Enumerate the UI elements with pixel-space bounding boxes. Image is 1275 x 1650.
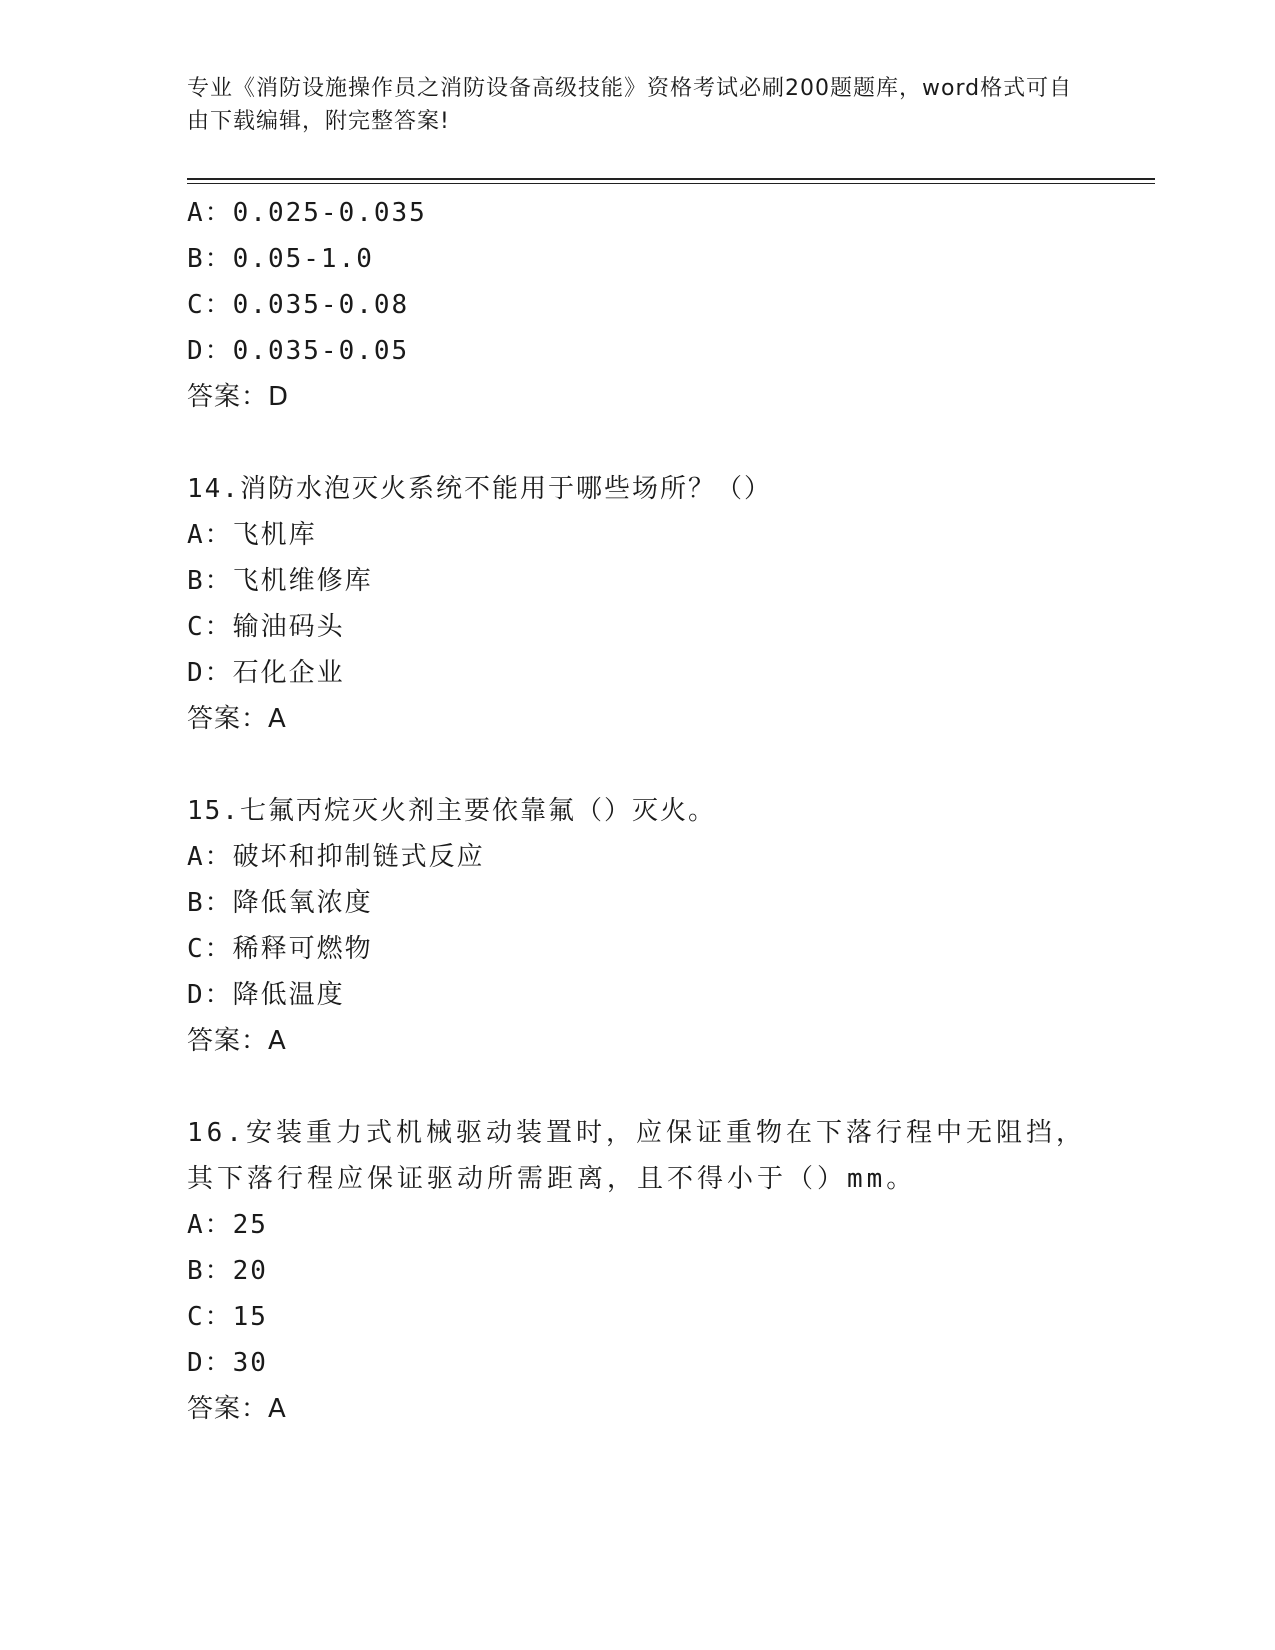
option-d: D：30 — [187, 1348, 268, 1378]
option-c: C：输油码头 — [187, 612, 345, 642]
answer-line: 答案：D — [187, 382, 290, 412]
answer-line: 答案：A — [187, 704, 287, 734]
question-text: 14.消防水泡灭火系统不能用于哪些场所？（） — [187, 474, 772, 504]
question-block-16 — [187, 1110, 1147, 1432]
option-b: B：飞机维修库 — [187, 566, 373, 596]
question-text: 16.安装重力式机械驱动装置时，应保证重物在下落行程中无阻挡，其下落行程应保证驱动所需距离，且不得小于（）mm。 — [187, 1118, 1086, 1194]
answer-line: 答案：A — [187, 1026, 287, 1056]
option-a: A：0.025-0.035 — [187, 198, 427, 228]
option-b: B：降低氧浓度 — [187, 888, 373, 918]
header-divider — [187, 178, 1155, 184]
option-c: C：0.035-0.08 — [187, 290, 410, 320]
spacer — [187, 742, 1147, 788]
spacer — [187, 420, 1147, 466]
option-d: D：0.035-0.05 — [187, 336, 410, 366]
spacer — [187, 1064, 1147, 1110]
option-b: B：20 — [187, 1256, 268, 1286]
option-d: D：石化企业 — [187, 658, 345, 688]
question-block-14 — [187, 466, 1147, 742]
document-header: 专业《消防设施操作员之消防设备高级技能》资格考试必刷200题题库，word格式可自由下载编辑，附完整答案! — [187, 76, 1073, 134]
answer-line: 答案：A — [187, 1394, 287, 1424]
option-b: B：0.05-1.0 — [187, 244, 374, 274]
option-a: A：破坏和抑制链式反应 — [187, 842, 485, 872]
question-text: 15.七氟丙烷灭火剂主要依靠氟（）灭火。 — [187, 796, 716, 826]
option-c: C：稀释可燃物 — [187, 934, 373, 964]
option-a: A：飞机库 — [187, 520, 317, 550]
question-block-13 — [187, 190, 1147, 420]
question-list — [187, 190, 1147, 1432]
option-d: D：降低温度 — [187, 980, 345, 1010]
option-a: A：25 — [187, 1210, 268, 1240]
question-block-15 — [187, 788, 1147, 1064]
option-c: C：15 — [187, 1302, 268, 1332]
